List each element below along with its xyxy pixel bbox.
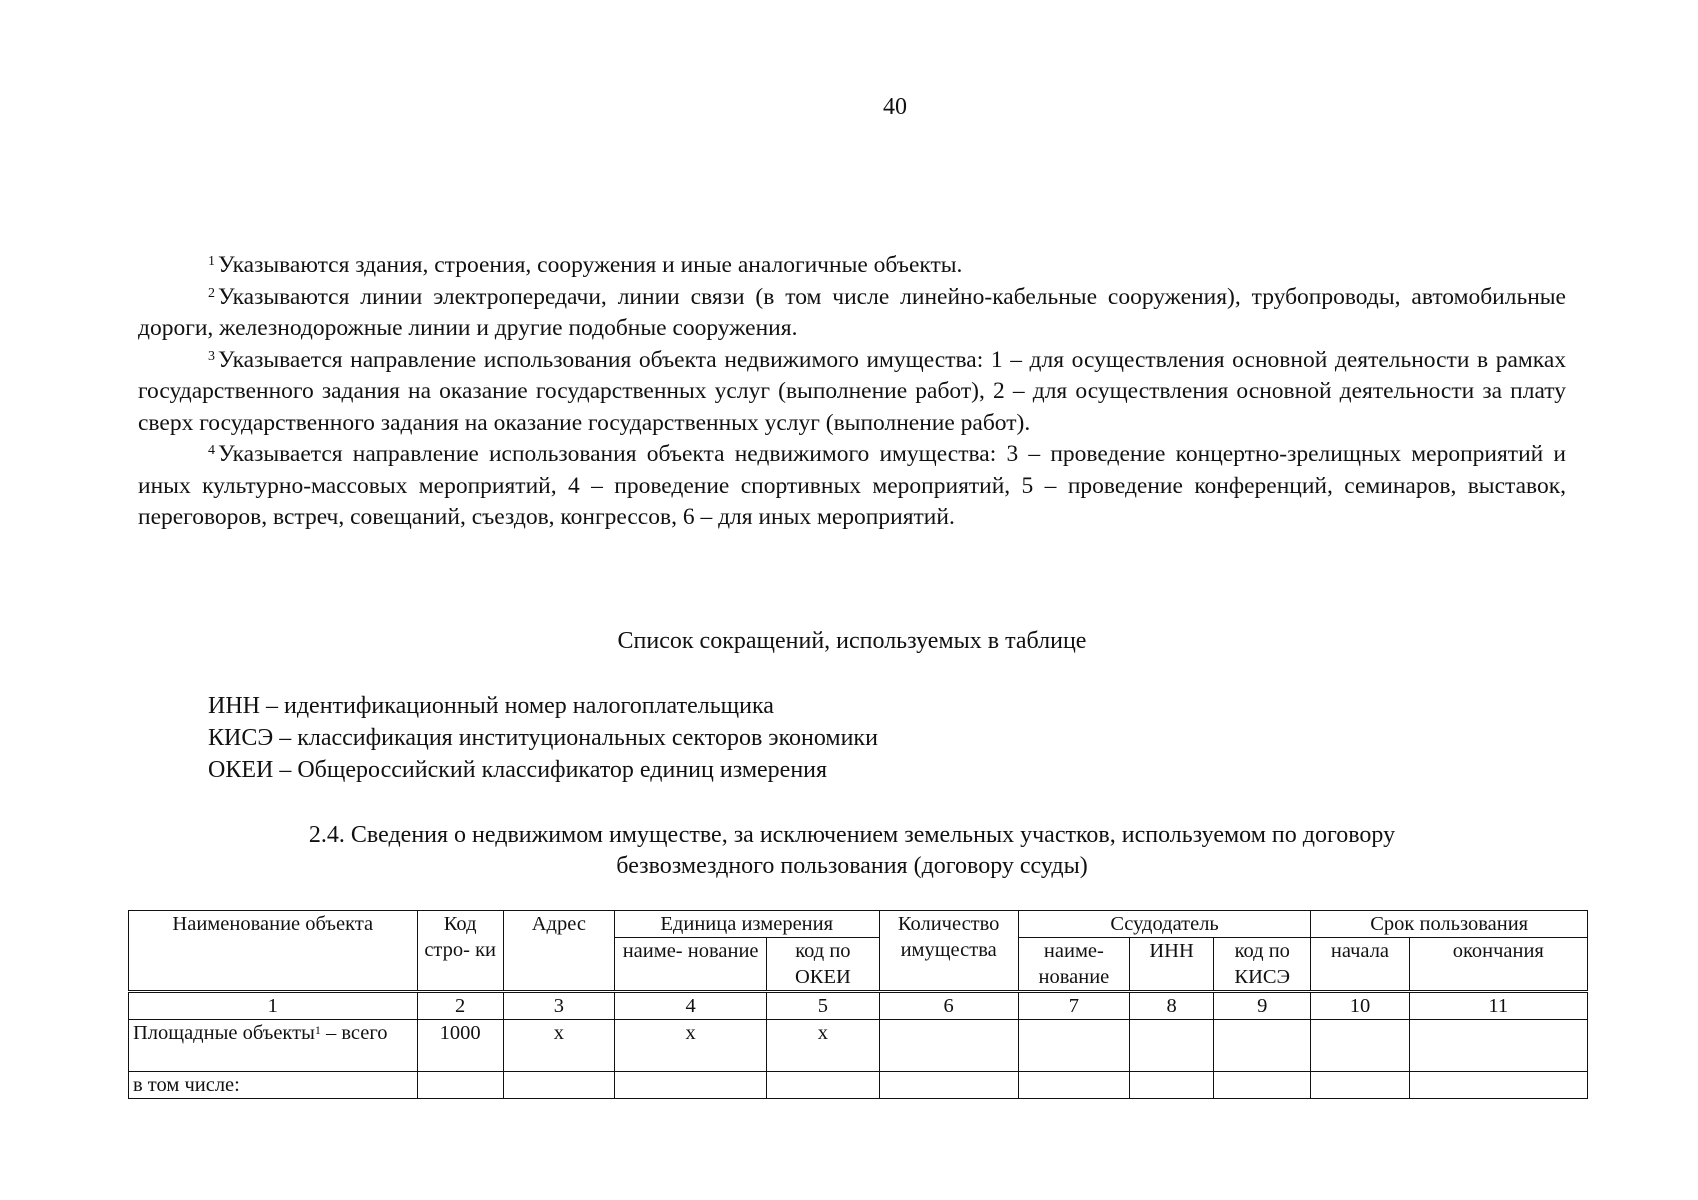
row-term-start[interactable] xyxy=(1311,1072,1409,1099)
footnote-4 xyxy=(138,439,1566,534)
row-lender-inn[interactable] xyxy=(1130,1020,1214,1072)
header-lender: Ссудодатель xyxy=(1018,911,1311,938)
column-number-row xyxy=(129,992,1588,1020)
row-unit-name[interactable] xyxy=(614,1072,766,1099)
column-number: 8 xyxy=(1130,992,1214,1020)
header-address: Адрес xyxy=(503,911,614,992)
header-name: Наименование объекта xyxy=(129,911,418,992)
row-code[interactable] xyxy=(417,1072,503,1099)
table-row xyxy=(129,1020,1588,1072)
header-code: Код стро- ки xyxy=(417,911,503,992)
header-quantity: Количество имущества xyxy=(879,911,1018,992)
row-quantity[interactable] xyxy=(879,1020,1018,1072)
property-table xyxy=(128,910,1588,1099)
row-name: в том числе: xyxy=(129,1072,418,1099)
column-number: 6 xyxy=(879,992,1018,1020)
row-lender-name[interactable] xyxy=(1018,1020,1129,1072)
column-number: 10 xyxy=(1311,992,1409,1020)
footnote-text: Указываются здания, строения, сооружения и иные аналогичные объекты. xyxy=(218,252,963,278)
header-term-end: окончания xyxy=(1409,938,1587,992)
row-unit-okei[interactable] xyxy=(767,1072,879,1099)
row-lender-kise[interactable] xyxy=(1214,1072,1311,1099)
header-unit-name: наиме- нование xyxy=(614,938,766,992)
row-term-end[interactable] xyxy=(1409,1072,1587,1099)
footnotes xyxy=(138,250,1566,534)
table-row xyxy=(129,1072,1588,1099)
header-term-start: начала xyxy=(1311,938,1409,992)
page-number: 40 xyxy=(883,94,907,120)
column-number: 3 xyxy=(503,992,614,1020)
row-name-cell xyxy=(129,1020,418,1072)
header-row xyxy=(129,911,1588,938)
header-unit: Единица измерения xyxy=(614,911,879,938)
header-term: Срок пользования xyxy=(1311,911,1588,938)
abbreviations-list xyxy=(208,690,878,786)
row-term-start[interactable] xyxy=(1311,1020,1409,1072)
row-name-suffix: – всего xyxy=(320,1022,388,1044)
header-lender-name: наиме- нование xyxy=(1018,938,1129,992)
row-address: x xyxy=(503,1020,614,1072)
header-lender-inn: ИНН xyxy=(1130,938,1214,992)
footnote-marker: 3 xyxy=(208,348,215,364)
section-title-line: 2.4. Сведения о недвижимом имуществе, за исключением земельных участков, используемом по договору xyxy=(308,822,1396,848)
abbreviation-item: КИСЭ – классификация институциональных секторов экономики xyxy=(208,725,878,751)
footnote-2 xyxy=(138,282,1566,345)
row-term-end[interactable] xyxy=(1409,1020,1587,1072)
footnote-marker: 2 xyxy=(208,285,215,301)
row-unit-name: x xyxy=(614,1020,766,1072)
row-address[interactable] xyxy=(503,1072,614,1099)
row-lender-inn[interactable] xyxy=(1130,1072,1214,1099)
column-number: 7 xyxy=(1018,992,1129,1020)
footnote-ref: 1 xyxy=(314,1023,321,1037)
row-quantity[interactable] xyxy=(879,1072,1018,1099)
abbreviation-item: ОКЕИ – Общероссийский классификатор единиц измерения xyxy=(208,757,828,783)
column-number: 11 xyxy=(1409,992,1587,1020)
footnote-text: Указываются линии электропередачи, линии связи (в том числе линейно-кабельные сооружения), трубопроводы, автомобильные дороги, железнодорожные линии и другие подобные сооружения. xyxy=(138,283,1566,341)
footnote-marker: 1 xyxy=(208,254,215,269)
footnote-text: Указывается направление использования объекта недвижимого имущества: 1 – для осуществления основной деятельности в рамках государственного задания на оказание государственных услуг (выполнение работ), 2 – для осуществления основной деятельности за плату сверх государственного задания на оказание государственных услуг (выполнение работ). xyxy=(138,346,1566,436)
footnote-1 xyxy=(138,250,1566,282)
row-lender-kise[interactable] xyxy=(1214,1020,1311,1072)
abbreviations-title: Список сокращений, используемых в таблице xyxy=(617,628,1087,654)
column-number: 2 xyxy=(417,992,503,1020)
row-code: 1000 xyxy=(417,1020,503,1072)
column-number: 4 xyxy=(614,992,766,1020)
header-lender-kise: код по КИСЭ xyxy=(1214,938,1311,992)
column-number: 9 xyxy=(1214,992,1311,1020)
section-title-line: безвозмездного пользования (договору ссуды) xyxy=(616,853,1088,879)
footnote-text: Указывается направление использования объекта недвижимого имущества: 3 – проведение концертно-зрелищных мероприятий и иных культурно-массовых мероприятий, 4 – проведение спортивных мероприятий, 5 – проведение конференций, семинаров, выставок, переговоров, встреч, совещаний, съездов, конгрессов, 6 – для иных мероприятий. xyxy=(138,441,1566,530)
header-unit-okei: код по ОКЕИ xyxy=(767,938,879,992)
footnote-marker: 4 xyxy=(208,443,215,458)
section-title xyxy=(138,820,1566,882)
row-unit-okei: x xyxy=(767,1020,879,1072)
row-lender-name[interactable] xyxy=(1018,1072,1129,1099)
footnote-3 xyxy=(138,345,1566,440)
abbreviation-item: ИНН – идентификационный номер налогоплательщика xyxy=(208,693,774,719)
column-number: 5 xyxy=(767,992,879,1020)
row-name: Площадные объекты xyxy=(133,1022,315,1044)
column-number: 1 xyxy=(129,992,418,1020)
